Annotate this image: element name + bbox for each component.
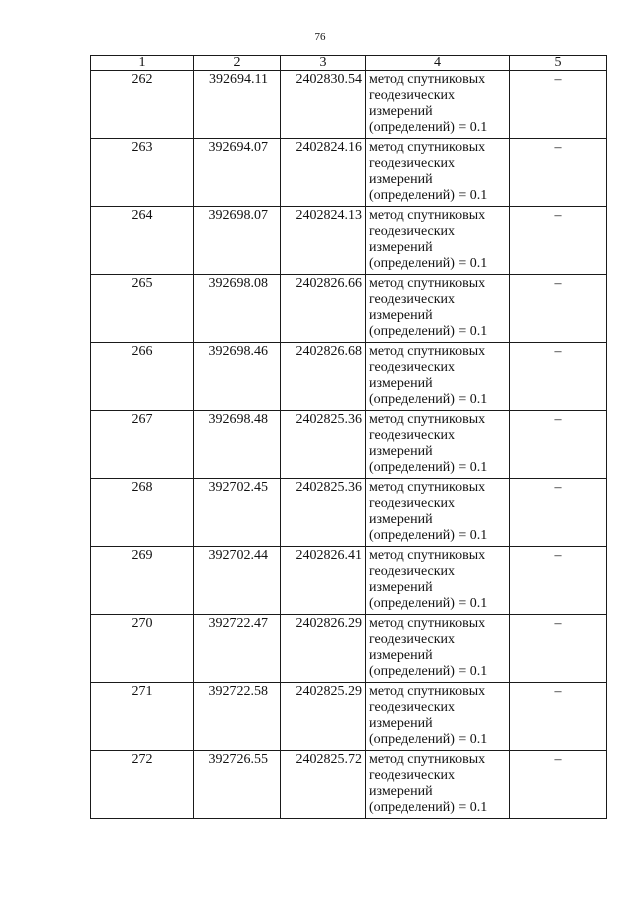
- y-coordinate-cell: 2402826.66: [281, 275, 366, 343]
- method-line: (определений) = 0.1: [369, 596, 488, 611]
- note-cell: –: [510, 547, 607, 615]
- method-line: геодезических: [369, 428, 456, 443]
- method-line: (определений) = 0.1: [369, 800, 488, 815]
- method-line: метод спутниковых: [369, 684, 486, 699]
- method-cell: [366, 275, 510, 343]
- method-cell: [366, 479, 510, 547]
- method-line: (определений) = 0.1: [369, 392, 488, 407]
- method-line: метод спутниковых: [369, 208, 486, 223]
- table-header-row: [91, 56, 607, 71]
- method-line: метод спутниковых: [369, 140, 486, 155]
- note-cell: –: [510, 751, 607, 819]
- point-number-cell: 270: [91, 615, 194, 683]
- method-line: (определений) = 0.1: [369, 732, 488, 747]
- method-cell: [366, 71, 510, 139]
- column-header-3: 3: [281, 56, 366, 71]
- method-line: метод спутниковых: [369, 412, 486, 427]
- x-coordinate-cell: 392702.45: [194, 479, 281, 547]
- method-cell: [366, 751, 510, 819]
- method-cell: [366, 139, 510, 207]
- method-line: геодезических: [369, 564, 456, 579]
- x-coordinate-cell: 392694.11: [194, 71, 281, 139]
- x-coordinate-cell: 392698.08: [194, 275, 281, 343]
- method-line: геодезических: [369, 768, 456, 783]
- method-line: измерений: [369, 376, 433, 391]
- method-line: измерений: [369, 580, 433, 595]
- method-cell: [366, 207, 510, 275]
- y-coordinate-cell: 2402825.72: [281, 751, 366, 819]
- note-cell: –: [510, 615, 607, 683]
- point-number-cell: 269: [91, 547, 194, 615]
- method-cell: [366, 411, 510, 479]
- method-line: геодезических: [369, 700, 456, 715]
- method-line: (определений) = 0.1: [369, 256, 488, 271]
- method-line: измерений: [369, 648, 433, 663]
- table-row: [91, 479, 607, 547]
- point-number-cell: 265: [91, 275, 194, 343]
- method-line: геодезических: [369, 360, 456, 375]
- x-coordinate-cell: 392722.47: [194, 615, 281, 683]
- x-coordinate-cell: 392702.44: [194, 547, 281, 615]
- method-line: метод спутниковых: [369, 480, 486, 495]
- note-cell: –: [510, 275, 607, 343]
- y-coordinate-cell: 2402825.36: [281, 479, 366, 547]
- table-body: [91, 71, 607, 819]
- method-cell: [366, 547, 510, 615]
- method-line: геодезических: [369, 292, 456, 307]
- table-row: [91, 547, 607, 615]
- point-number-cell: 264: [91, 207, 194, 275]
- note-cell: –: [510, 479, 607, 547]
- table-row: [91, 751, 607, 819]
- method-line: геодезических: [369, 632, 456, 647]
- method-line: измерений: [369, 716, 433, 731]
- coordinates-table: [90, 55, 607, 819]
- y-coordinate-cell: 2402826.29: [281, 615, 366, 683]
- point-number-cell: 267: [91, 411, 194, 479]
- x-coordinate-cell: 392698.46: [194, 343, 281, 411]
- method-cell: [366, 615, 510, 683]
- point-number-cell: 268: [91, 479, 194, 547]
- method-line: метод спутниковых: [369, 276, 486, 291]
- method-line: метод спутниковых: [369, 72, 486, 87]
- page-number: 76: [314, 31, 326, 43]
- y-coordinate-cell: 2402825.29: [281, 683, 366, 751]
- column-header-4: 4: [366, 56, 510, 71]
- table-row: [91, 71, 607, 139]
- note-cell: –: [510, 207, 607, 275]
- method-line: измерений: [369, 172, 433, 187]
- y-coordinate-cell: 2402826.68: [281, 343, 366, 411]
- table-row: [91, 207, 607, 275]
- method-line: метод спутниковых: [369, 752, 486, 767]
- method-line: геодезических: [369, 496, 456, 511]
- table-row: [91, 683, 607, 751]
- point-number-cell: 263: [91, 139, 194, 207]
- method-line: геодезических: [369, 88, 456, 103]
- x-coordinate-cell: 392726.55: [194, 751, 281, 819]
- point-number-cell: 272: [91, 751, 194, 819]
- column-header-2: 2: [194, 56, 281, 71]
- method-line: измерений: [369, 512, 433, 527]
- table-row: [91, 275, 607, 343]
- note-cell: –: [510, 411, 607, 479]
- y-coordinate-cell: 2402830.54: [281, 71, 366, 139]
- method-line: (определений) = 0.1: [369, 120, 488, 135]
- note-cell: –: [510, 139, 607, 207]
- method-line: измерений: [369, 308, 433, 323]
- method-line: метод спутниковых: [369, 548, 486, 563]
- method-line: метод спутниковых: [369, 616, 486, 631]
- method-line: геодезических: [369, 224, 456, 239]
- method-line: измерений: [369, 444, 433, 459]
- y-coordinate-cell: 2402826.41: [281, 547, 366, 615]
- method-line: (определений) = 0.1: [369, 188, 488, 203]
- method-cell: [366, 683, 510, 751]
- table-row: [91, 139, 607, 207]
- table-row: [91, 343, 607, 411]
- method-line: геодезических: [369, 156, 456, 171]
- method-cell: [366, 343, 510, 411]
- table-row: [91, 615, 607, 683]
- x-coordinate-cell: 392722.58: [194, 683, 281, 751]
- table-row: [91, 411, 607, 479]
- x-coordinate-cell: 392698.48: [194, 411, 281, 479]
- note-cell: –: [510, 71, 607, 139]
- column-header-1: 1: [91, 56, 194, 71]
- note-cell: –: [510, 683, 607, 751]
- method-line: измерений: [369, 104, 433, 119]
- y-coordinate-cell: 2402825.36: [281, 411, 366, 479]
- point-number-cell: 262: [91, 71, 194, 139]
- note-cell: –: [510, 343, 607, 411]
- method-line: (определений) = 0.1: [369, 324, 488, 339]
- y-coordinate-cell: 2402824.16: [281, 139, 366, 207]
- method-line: (определений) = 0.1: [369, 460, 488, 475]
- column-header-5: 5: [510, 56, 607, 71]
- y-coordinate-cell: 2402824.13: [281, 207, 366, 275]
- x-coordinate-cell: 392694.07: [194, 139, 281, 207]
- x-coordinate-cell: 392698.07: [194, 207, 281, 275]
- point-number-cell: 266: [91, 343, 194, 411]
- method-line: (определений) = 0.1: [369, 664, 488, 679]
- method-line: (определений) = 0.1: [369, 528, 488, 543]
- method-line: измерений: [369, 240, 433, 255]
- method-line: измерений: [369, 784, 433, 799]
- point-number-cell: 271: [91, 683, 194, 751]
- method-line: метод спутниковых: [369, 344, 486, 359]
